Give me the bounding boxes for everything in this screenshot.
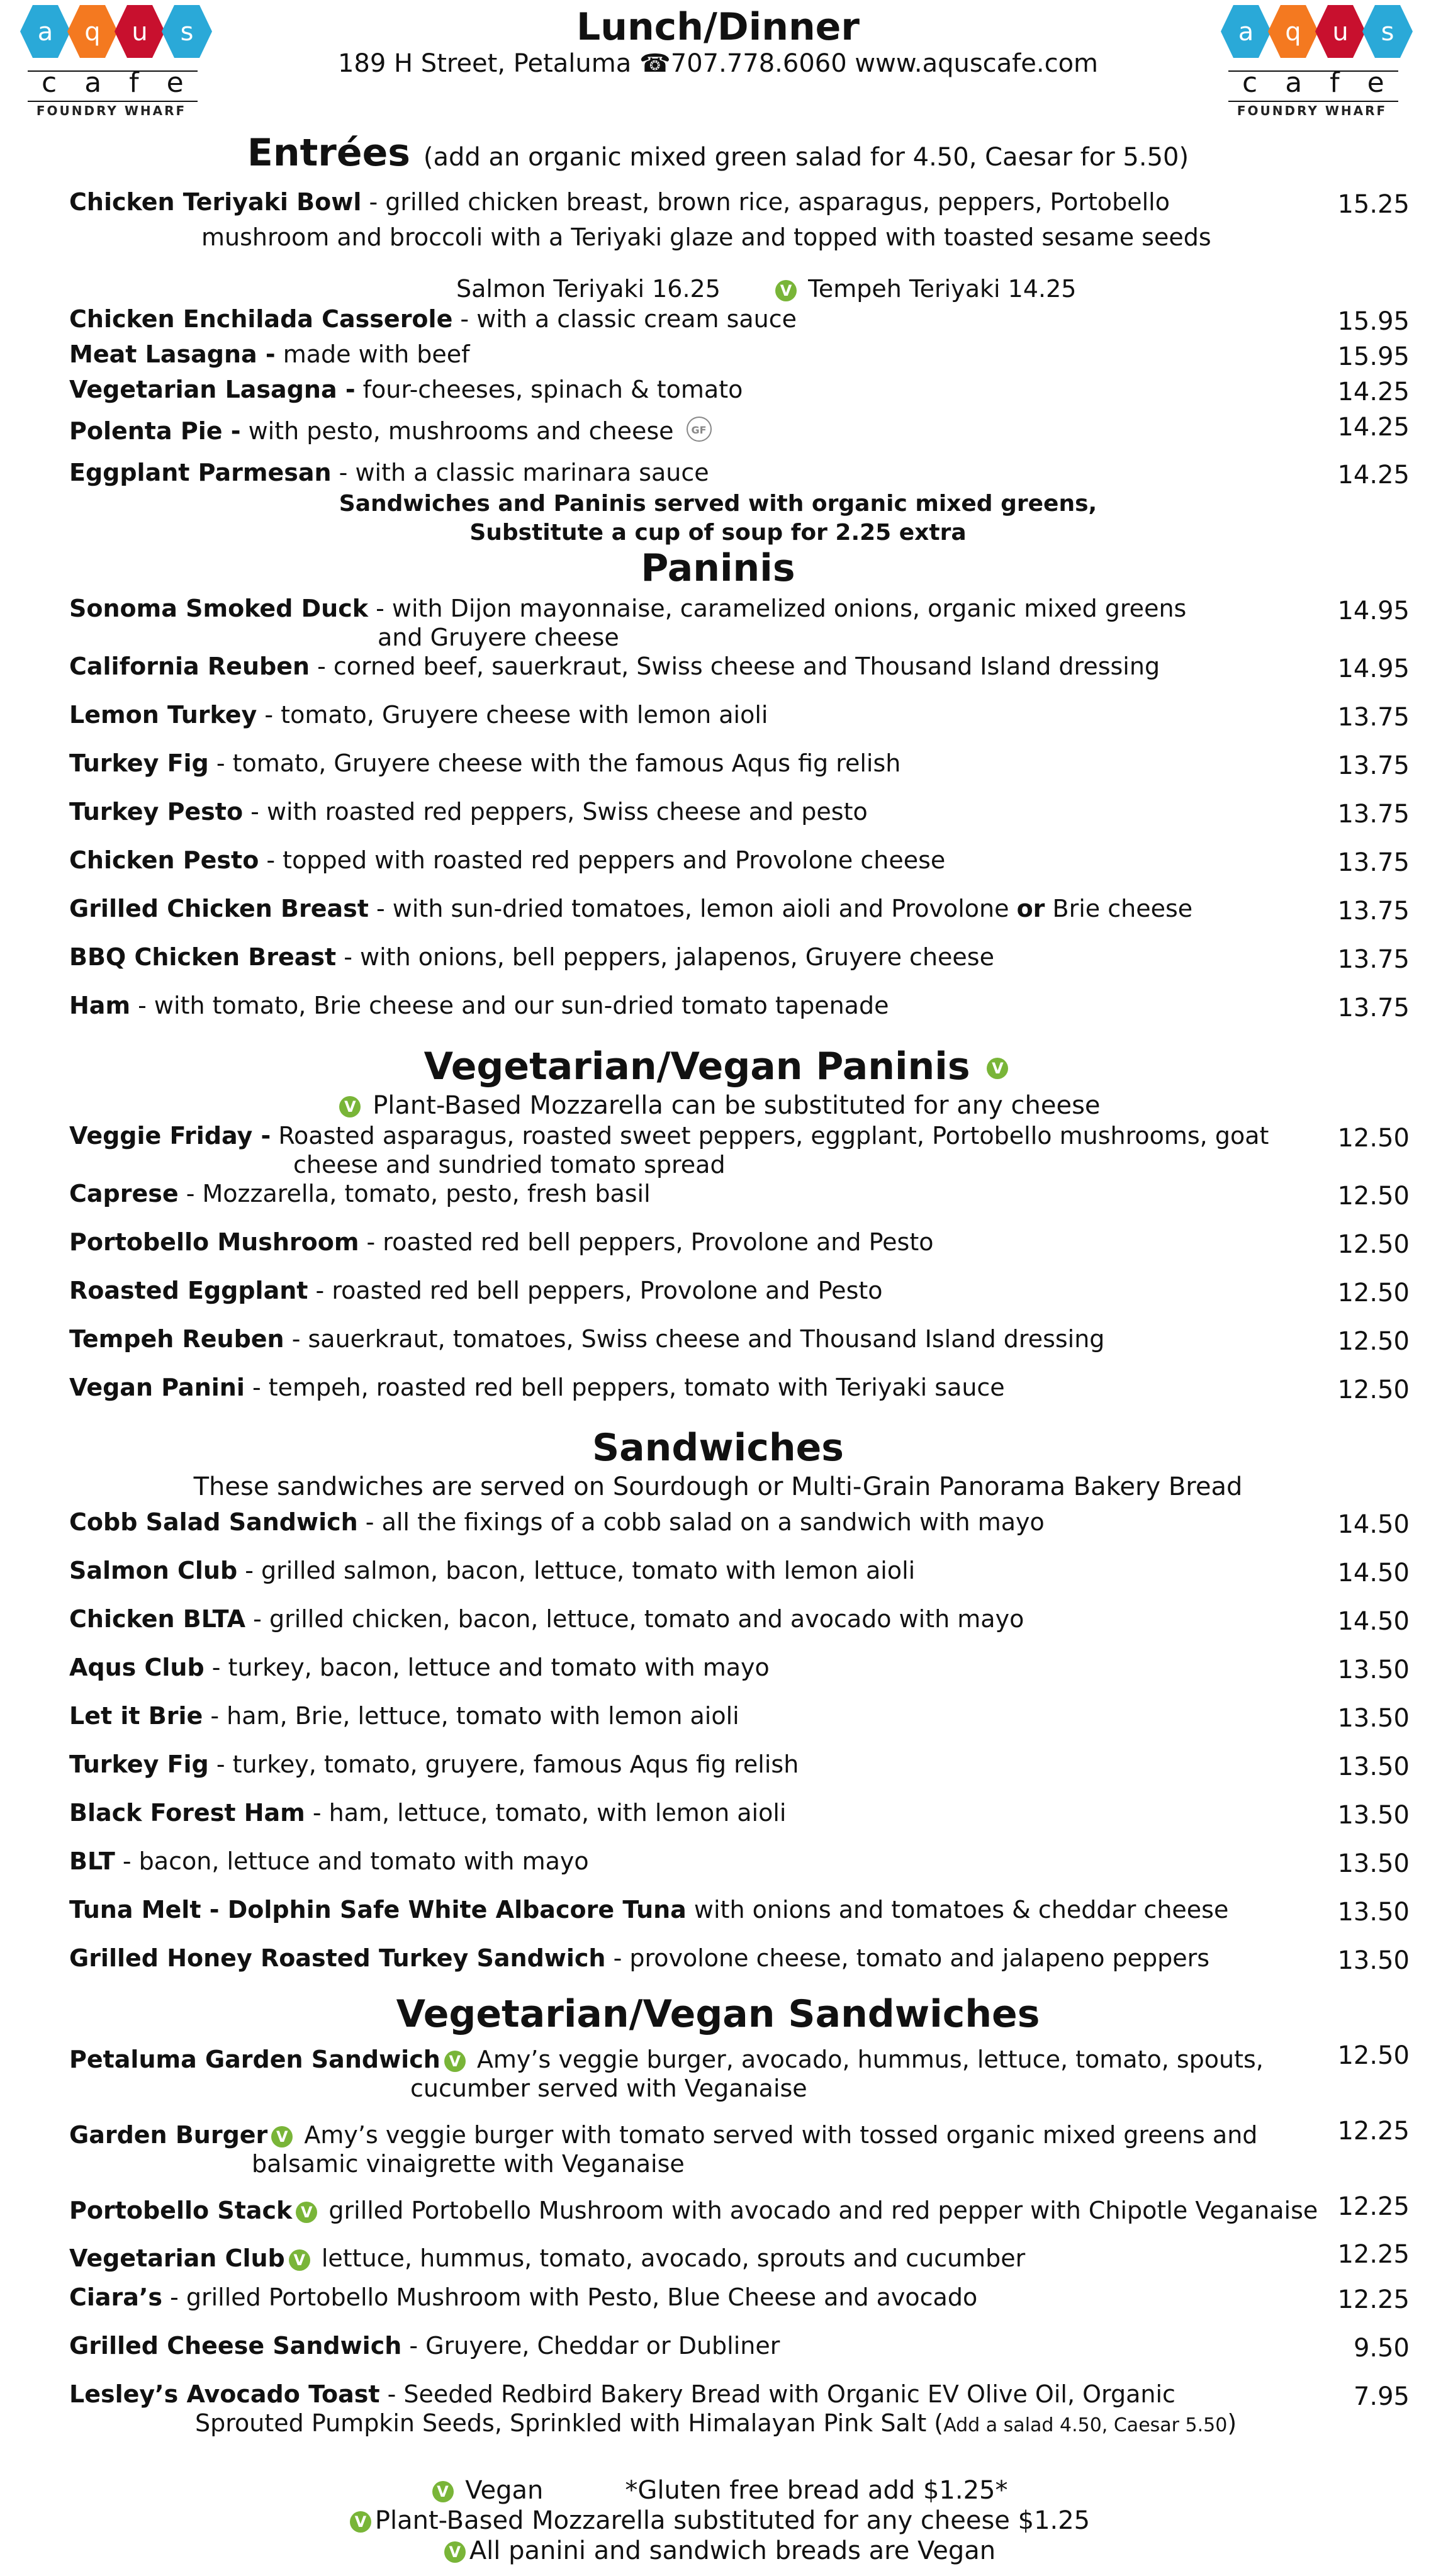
- item-name: Salmon Club: [69, 1557, 238, 1584]
- item-name: Ciara’s: [69, 2283, 162, 2311]
- item-desc: - sauerkraut, tomatoes, Swiss cheese and Thousand Island dressing: [284, 1325, 1105, 1353]
- item-price: 13.50: [1337, 1752, 1410, 1781]
- item-price: 12.25: [1337, 2192, 1410, 2221]
- menu-item: [69, 340, 1265, 369]
- item-price: 14.95: [1337, 654, 1410, 683]
- item-name: Meat Lasagna -: [69, 340, 276, 368]
- item-price: 12.50: [1337, 1327, 1410, 1356]
- footer-line1: [0, 2475, 1436, 2506]
- teriyaki-alt-salmon: Salmon Teriyaki 16.25: [456, 275, 721, 303]
- item-desc: - provolone cheese, tomato and jalapeno peppers: [605, 1944, 1210, 1972]
- desc-cont-small: Add a salad 4.50, Caesar 5.50: [943, 2414, 1228, 2436]
- logo-letter: u: [132, 18, 148, 47]
- item-desc: - with a classic cream sauce: [452, 305, 797, 333]
- footer-line2: [0, 2506, 1436, 2536]
- menu-item: [69, 1276, 1265, 1305]
- item-desc: - Gruyere, Cheddar or Dubliner: [401, 2332, 780, 2360]
- item-desc: - roasted red bell peppers, Provolone and Pesto: [308, 1277, 883, 1304]
- item-price: 13.50: [1337, 1801, 1410, 1830]
- section-title: Vegetarian/Vegan Paninis: [424, 1044, 970, 1089]
- sandwich-note-line1: Sandwiches and Paninis served with organic mixed greens,: [339, 491, 1097, 517]
- item-desc: - corned beef, sauerkraut, Swiss cheese and Thousand Island dressing: [310, 652, 1160, 680]
- item-desc: - ham, lettuce, tomato, with lemon aioli: [305, 1799, 787, 1827]
- logo-letter: q: [84, 18, 101, 47]
- item-name: Ham: [69, 992, 131, 1019]
- menu-item: [69, 1895, 1265, 1924]
- item-price: 13.50: [1337, 1849, 1410, 1878]
- item-name: Roasted Eggplant: [69, 1277, 308, 1304]
- item-name: Portobello Mushroom: [69, 1228, 359, 1256]
- item-price: 12.50: [1337, 1279, 1410, 1308]
- veg-sandwiches-heading: Vegetarian/Vegan Sandwiches: [396, 1992, 1040, 2036]
- menu-item: [69, 1653, 1265, 1682]
- item-desc: - with a classic marinara sauce: [331, 459, 709, 486]
- item-name: Petaluma Garden Sandwich: [69, 2046, 440, 2073]
- item-name: California Reuben: [69, 652, 310, 680]
- vegan-icon: V: [339, 1096, 361, 1117]
- item-desc: - turkey, bacon, lettuce and tomato with mayo: [204, 1654, 770, 1681]
- item-price: 14.50: [1337, 1559, 1410, 1588]
- menu-item: [69, 1944, 1265, 1973]
- item-desc-tail: Brie cheese: [1045, 895, 1193, 922]
- logo-letter: q: [1285, 18, 1301, 47]
- item-price: 12.50: [1337, 1182, 1410, 1211]
- item-name: Tuna Melt - Dolphin Safe White Albacore Tuna: [69, 1896, 687, 1924]
- item-name: Veggie Friday -: [69, 1122, 271, 1150]
- item-name: Grilled Honey Roasted Turkey Sandwich: [69, 1944, 606, 1972]
- item-desc-cont: cucumber served with Veganaise: [410, 2075, 807, 2102]
- item-desc: - all the fixings of a cobb salad on a sandwich with mayo: [357, 1508, 1045, 1536]
- item-desc-cont: cheese and sundried tomato spread: [293, 1151, 726, 1179]
- menu-item: [69, 188, 1265, 216]
- vegan-icon: V: [271, 2126, 293, 2148]
- item-name: BLT: [69, 1847, 115, 1875]
- menu-item: [69, 1701, 1265, 1730]
- item-name: Lesley’s Avocado Toast: [69, 2380, 380, 2408]
- menu-item: [69, 991, 1265, 1020]
- item-price: 13.50: [1337, 1946, 1410, 1975]
- menu-item: [69, 894, 1265, 923]
- item-price: 13.75: [1337, 848, 1410, 877]
- breads-note: All panini and sandwich breads are Vegan: [469, 2536, 996, 2565]
- item-desc: with pesto, mushrooms and cheese: [240, 417, 674, 445]
- alt-label: Tempeh Teriyaki 14.25: [808, 275, 1077, 303]
- page-title: Lunch/Dinner: [576, 5, 860, 49]
- item-desc: - Seeded Redbird Bakery Bread with Organic EV Olive Oil, Organic: [379, 2380, 1175, 2408]
- logo-letter: a: [1238, 18, 1254, 47]
- vegan-icon: V: [444, 2051, 466, 2072]
- sub-label: Plant-Based Mozzarella can be substituted for any cheese: [373, 1091, 1101, 1120]
- item-name: Turkey Pesto: [69, 798, 244, 826]
- menu-item: [69, 1324, 1265, 1353]
- paninis-heading: Paninis: [641, 546, 795, 590]
- menu-item: [69, 2045, 1265, 2074]
- item-desc-cont: and Gruyere cheese: [378, 624, 619, 651]
- menu-item: [69, 2244, 1265, 2273]
- teriyaki-alt-tempeh: [771, 274, 1076, 303]
- item-desc: - with tomato, Brie cheese and our sun-dried tomato tapenade: [130, 992, 889, 1019]
- entrees-note: (add an organic mixed green salad for 4.50, Caesar for 5.50): [423, 143, 1189, 172]
- item-desc: four-cheeses, spinach & tomato: [355, 376, 743, 403]
- menu-item: [69, 943, 1265, 972]
- item-price: 15.25: [1337, 190, 1410, 219]
- menu-item: [69, 749, 1265, 778]
- item-name: Aqus Club: [69, 1654, 205, 1681]
- item-name: Lemon Turkey: [69, 701, 257, 729]
- item-desc: - roasted red bell peppers, Provolone and Pesto: [359, 1228, 934, 1256]
- item-price: 12.50: [1337, 1375, 1410, 1404]
- item-desc: grilled Portobello Mushroom with avocado and red pepper with Chipotle Veganaise: [321, 2197, 1318, 2224]
- item-price: 13.50: [1337, 1898, 1410, 1927]
- item-desc: - bacon, lettuce and tomato with mayo: [115, 1847, 589, 1875]
- item-desc: - grilled chicken breast, brown rice, asparagus, peppers, Portobello: [361, 188, 1170, 216]
- item-desc: - grilled salmon, bacon, lettuce, tomato with lemon aioli: [237, 1557, 916, 1584]
- menu-item: [69, 375, 1265, 404]
- menu-item: [69, 2196, 1318, 2225]
- item-name: Polenta Pie -: [69, 417, 241, 445]
- item-desc: - with Dijon mayonnaise, caramelized onions, organic mixed greens: [368, 595, 1187, 622]
- sandwiches-sub: These sandwiches are served on Sourdough or Multi-Grain Panorama Bakery Bread: [193, 1472, 1243, 1501]
- item-name: Garden Burger: [69, 2121, 268, 2149]
- item-price: 12.50: [1337, 2041, 1410, 2070]
- vegan-icon: V: [444, 2541, 466, 2563]
- menu-item: [69, 2283, 1265, 2312]
- item-desc: Amy’s veggie burger with tomato served with tossed organic mixed greens and: [296, 2121, 1258, 2149]
- menu-item: [69, 1179, 1265, 1208]
- menu-item: [69, 1373, 1265, 1402]
- sandwiches-heading: Sandwiches: [592, 1426, 844, 1470]
- item-desc: lettuce, hummus, tomato, avocado, sprouts and cucumber: [313, 2244, 1026, 2272]
- item-price: 12.50: [1337, 1124, 1410, 1153]
- item-desc: - Mozzarella, tomato, pesto, fresh basil: [178, 1180, 651, 1207]
- item-name: Chicken Enchilada Casserole: [69, 305, 453, 333]
- item-price: 14.25: [1337, 378, 1410, 406]
- item-desc: - tempeh, roasted red bell peppers, tomato with Teriyaki sauce: [244, 1374, 1005, 1401]
- item-price: 13.75: [1337, 897, 1410, 926]
- menu-item: [69, 305, 1265, 333]
- vegan-icon: V: [987, 1058, 1008, 1079]
- menu-item: [69, 417, 1265, 445]
- item-desc: - tomato, Gruyere cheese with the famous Aqus fig relish: [208, 749, 901, 777]
- item-price: 13.75: [1337, 994, 1410, 1022]
- item-desc: - topped with roasted red peppers and Provolone cheese: [259, 846, 946, 874]
- item-desc: Roasted asparagus, roasted sweet peppers, eggplant, Portobello mushrooms, goat: [271, 1122, 1269, 1150]
- logo-divider: [28, 101, 198, 102]
- item-price: 12.25: [1337, 2117, 1410, 2146]
- logo-letter: u: [1332, 18, 1349, 47]
- menu-item: [69, 458, 1265, 487]
- logo-tagline: FOUNDRY WHARF: [36, 103, 187, 118]
- menu-item: [69, 700, 1265, 729]
- vegan-icon: V: [775, 280, 797, 301]
- item-desc: - with sun-dried tomatoes, lemon aioli and Provolone: [368, 895, 1017, 922]
- item-price: 12.50: [1337, 1230, 1410, 1259]
- item-price: 13.50: [1337, 1704, 1410, 1733]
- item-desc-cont: [195, 2409, 1237, 2440]
- logo-word: cafe: [42, 67, 211, 99]
- item-desc-bold: or: [1016, 895, 1045, 922]
- menu-item: [69, 1121, 1269, 1150]
- item-price: 14.25: [1337, 461, 1410, 490]
- menu-item: [69, 594, 1265, 623]
- item-price: 12.25: [1337, 2240, 1410, 2269]
- menu-item: [69, 2331, 1265, 2360]
- item-name: Cobb Salad Sandwich: [69, 1508, 358, 1536]
- menu-item: [69, 1228, 1265, 1257]
- item-price: 14.50: [1337, 1607, 1410, 1636]
- item-name: Black Forest Ham: [69, 1799, 305, 1827]
- item-name: Sonoma Smoked Duck: [69, 595, 369, 622]
- vegan-icon: V: [432, 2481, 454, 2502]
- item-price: 13.75: [1337, 703, 1410, 732]
- gluten-free-icon: GF: [687, 417, 712, 442]
- contact-line: 189 H Street, Petaluma ☎707.778.6060 www.aquscafe.com: [337, 49, 1099, 78]
- item-desc-cont: mushroom and broccoli with a Teriyaki glaze and topped with toasted sesame seeds: [201, 223, 1211, 251]
- logo-letter: s: [1381, 18, 1394, 47]
- item-price: 7.95: [1353, 2382, 1410, 2411]
- veg-paninis-heading: [0, 1044, 1436, 1089]
- item-desc: - with roasted red peppers, Swiss cheese and pesto: [243, 798, 868, 826]
- menu-item: [69, 1798, 1265, 1827]
- menu-item: [69, 1556, 1265, 1585]
- item-desc: with onions and tomatoes & cheddar cheese: [686, 1896, 1229, 1924]
- item-desc: - with onions, bell peppers, jalapenos, Gruyere cheese: [336, 943, 994, 971]
- item-name: Chicken Pesto: [69, 846, 259, 874]
- item-price: 14.25: [1337, 413, 1410, 442]
- item-desc-cont: balsamic vinaigrette with Veganaise: [252, 2150, 685, 2178]
- item-price: 14.50: [1337, 1510, 1410, 1539]
- vegan-icon: V: [350, 2511, 371, 2533]
- menu-item: [69, 1750, 1265, 1779]
- logo-letter: s: [180, 18, 194, 47]
- item-name: Chicken BLTA: [69, 1605, 246, 1633]
- item-price: 13.75: [1337, 751, 1410, 780]
- item-price: 15.95: [1337, 307, 1410, 336]
- logo-tagline: FOUNDRY WHARF: [1237, 103, 1388, 118]
- gf-note: *Gluten free bread add $1.25*: [625, 2476, 1008, 2505]
- item-name: Vegan Panini: [69, 1374, 245, 1401]
- item-price: 13.75: [1337, 800, 1410, 829]
- desc-cont-end: ): [1227, 2409, 1237, 2437]
- vegan-icon: V: [289, 2249, 310, 2271]
- item-desc: made with beef: [275, 340, 470, 368]
- item-name: Chicken Teriyaki Bowl: [69, 188, 362, 216]
- item-name: Vegetarian Club: [69, 2244, 285, 2272]
- item-price: 13.75: [1337, 945, 1410, 974]
- logo-divider: [1228, 101, 1398, 102]
- vegan-label: Vegan: [465, 2476, 544, 2505]
- item-desc: - ham, Brie, lettuce, tomato with lemon aioli: [203, 1702, 739, 1730]
- item-price: 13.50: [1337, 1655, 1410, 1684]
- entrees-heading: [0, 131, 1436, 175]
- menu-item: [69, 652, 1265, 681]
- item-name: Caprese: [69, 1180, 179, 1207]
- menu-item: [69, 846, 1265, 875]
- item-desc: - turkey, tomato, gruyere, famous Aqus fig relish: [208, 1750, 799, 1778]
- item-desc: - grilled Portobello Mushroom with Pesto, Blue Cheese and avocado: [162, 2283, 978, 2311]
- logo-letter: a: [37, 18, 53, 47]
- item-desc: - tomato, Gruyere cheese with lemon aioli: [257, 701, 768, 729]
- menu-item: [69, 2120, 1265, 2149]
- menu-item: [69, 1508, 1265, 1537]
- item-name: Eggplant Parmesan: [69, 459, 332, 486]
- item-price: 14.95: [1337, 596, 1410, 625]
- entrees-title: Entrées: [247, 131, 410, 175]
- item-name: BBQ Chicken Breast: [69, 943, 337, 971]
- item-name: Turkey Fig: [69, 749, 209, 777]
- item-name: Tempeh Reuben: [69, 1325, 284, 1353]
- item-price: 12.25: [1337, 2285, 1410, 2314]
- logo-word: cafe: [1242, 67, 1412, 99]
- footer-line3: [0, 2536, 1436, 2566]
- item-name: Portobello Stack: [69, 2197, 293, 2224]
- desc-cont-text: Sprouted Pumpkin Seeds, Sprinkled with Himalayan Pink Salt (: [195, 2409, 944, 2437]
- item-desc: Amy’s veggie burger, avocado, hummus, lettuce, tomato, spouts,: [469, 2046, 1264, 2073]
- veg-paninis-sub: [0, 1091, 1436, 1120]
- item-price: 9.50: [1353, 2334, 1410, 2363]
- item-name: Grilled Cheese Sandwich: [69, 2332, 402, 2360]
- vegan-icon: V: [296, 2202, 317, 2223]
- menu-item: [69, 1604, 1265, 1633]
- item-name: Let it Brie: [69, 1702, 203, 1730]
- menu-item: [69, 1847, 1265, 1876]
- menu-item: [69, 2380, 1265, 2409]
- item-desc: - grilled chicken, bacon, lettuce, tomato and avocado with mayo: [245, 1605, 1024, 1633]
- item-name: Grilled Chicken Breast: [69, 895, 369, 922]
- item-price: 15.95: [1337, 342, 1410, 371]
- menu-item: [69, 797, 1265, 826]
- item-name: Turkey Fig: [69, 1750, 209, 1778]
- item-name: Vegetarian Lasagna -: [69, 376, 356, 403]
- sandwich-note-line2: Substitute a cup of soup for 2.25 extra: [469, 520, 967, 546]
- mozz-note: Plant-Based Mozzarella substituted for any cheese $1.25: [374, 2506, 1091, 2535]
